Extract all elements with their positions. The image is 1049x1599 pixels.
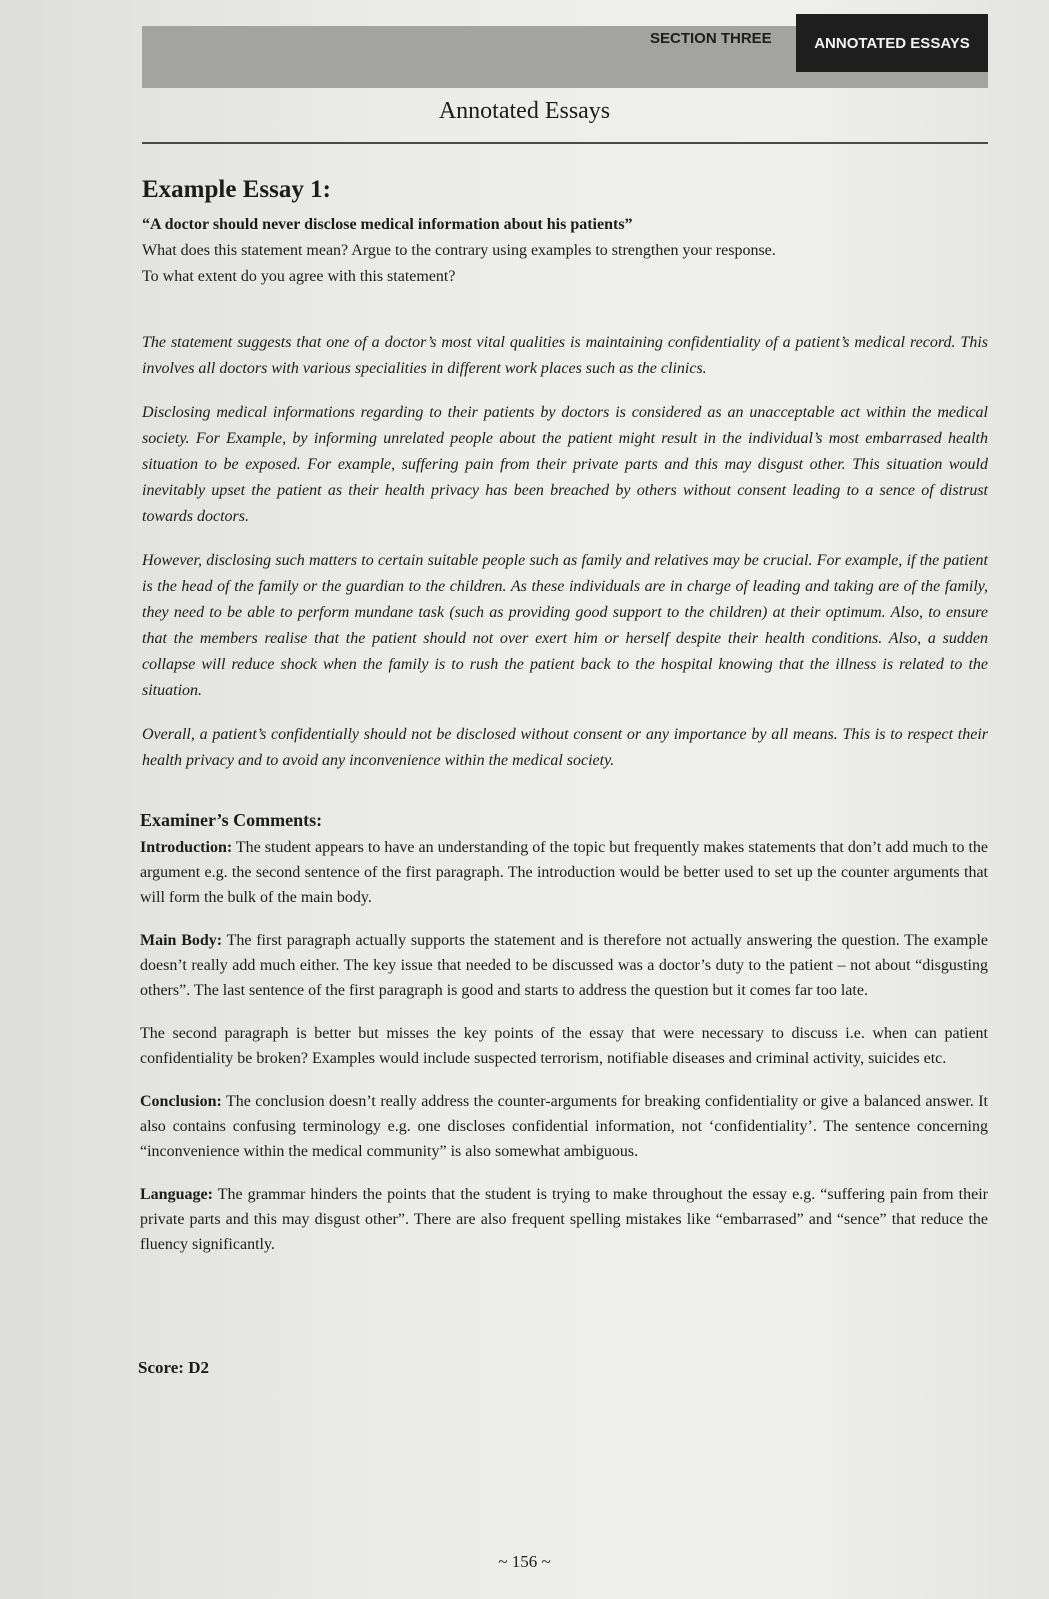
examiner-comments (140, 808, 988, 1275)
page-title: Annotated Essays (438, 98, 611, 124)
comment-language (140, 1182, 988, 1257)
essay-paragraph: Disclosing medical informations regarding to their patients by doctors is considered as an unacceptable act within the medical society. For Example, by informing unrelated people about the patient might result in the individual’s most embarrased health situation to be exposed. For example, suffering pain from their private parts and this may disgust other. This situation would inevitably upset the patient as their health privacy has been breached by others without consent leading to a sence of distrust towards doctors. (142, 404, 988, 525)
essay-paragraph: The statement suggests that one of a doctor’s most vital qualities is maintaining confidentiality of a patient’s medical record. This involves all doctors with various specialities in different work places such as the clinics. (142, 334, 988, 377)
page-number: ~ 156 ~ (498, 1552, 551, 1571)
comment-introduction (140, 835, 988, 910)
section-tab (796, 14, 988, 72)
comment-label: Main Body: (140, 932, 223, 949)
prompt-quote: “A doctor should never disclose medical information about his patients” (142, 216, 633, 233)
title-divider (142, 142, 988, 144)
prompt-question-1: What does this statement mean? Argue to the contrary using examples to strengthen your response. (142, 242, 776, 259)
score: Score: D2 (138, 1358, 209, 1377)
prompt-question-2: To what extent do you agree with this statement? (142, 268, 456, 285)
essay-paragraph: However, disclosing such matters to certain suitable people such as family and relatives may be crucial. For example, if the patient is the head of the family or the guardian to the children. As these individuals are in charge of leading and taking are of the family, they need to be able to perform mundane task (such as providing good support to the children) at their optimum. Also, to ensure that the members realise that the patient should not over exert him or herself despite their health conditions. Also, a sudden collapse will reduce shock when the family is to rush the patient back to the hospital knowing that the illness is related to the situation. (142, 552, 988, 699)
comment-label: Language: (140, 1186, 213, 1203)
section-tab-label: ANNOTATED ESSAYS (814, 34, 970, 52)
essay-prompt (142, 212, 972, 290)
comment-main-body (140, 928, 988, 1003)
essay-body (142, 330, 988, 792)
comment-conclusion (140, 1089, 988, 1164)
comment-text: The conclusion doesn’t really address the counter-arguments for breaking confidentiality or give a balanced answer. It also contains confusing terminology e.g. one discloses confidential information, not ‘confidentiality’. The sentence concerning “inconvenience within the medical community” is also somewhat ambiguous. (140, 1093, 988, 1160)
comment-label: Introduction: (140, 839, 233, 856)
comment-text: The grammar hinders the points that the student is trying to make throughout the essay e.g. “suffering pain from their private parts and this may disgust other”. There are also frequent spelling mistakes like “embarrased” and “sence” that reduce the fluency significantly. (140, 1186, 988, 1253)
comment-text: The student appears to have an understanding of the topic but frequently makes statements that don’t add much to the argument e.g. the second sentence of the first paragraph. The introduction would be better used to set up the counter arguments that will form the bulk of the main body. (140, 839, 988, 906)
essay-heading: Example Essay 1: (142, 176, 331, 203)
comment-label: Conclusion: (140, 1093, 222, 1110)
section-label: SECTION THREE (650, 30, 772, 47)
comments-title: Examiner’s Comments: (140, 810, 323, 830)
comment-text: The first paragraph actually supports the statement and is therefore not actually answering the question. The example doesn’t really add much either. The key issue that needed to be discussed was a doctor’s duty to the patient – not about “disgusting others”. The last sentence of the first paragraph is good and starts to address the question but it comes far too late. (140, 932, 988, 999)
comment-second-paragraph: The second paragraph is better but misses the key points of the essay that were necessary to discuss i.e. when can patient confidentiality be broken? Examples would include suspected terrorism, notifiable diseases and criminal activity, suicides etc. (140, 1025, 988, 1067)
essay-paragraph: Overall, a patient’s confidentially should not be disclosed without consent or any importance by all means. This is to respect their health privacy and to avoid any inconvenience within the medical society. (142, 726, 988, 769)
